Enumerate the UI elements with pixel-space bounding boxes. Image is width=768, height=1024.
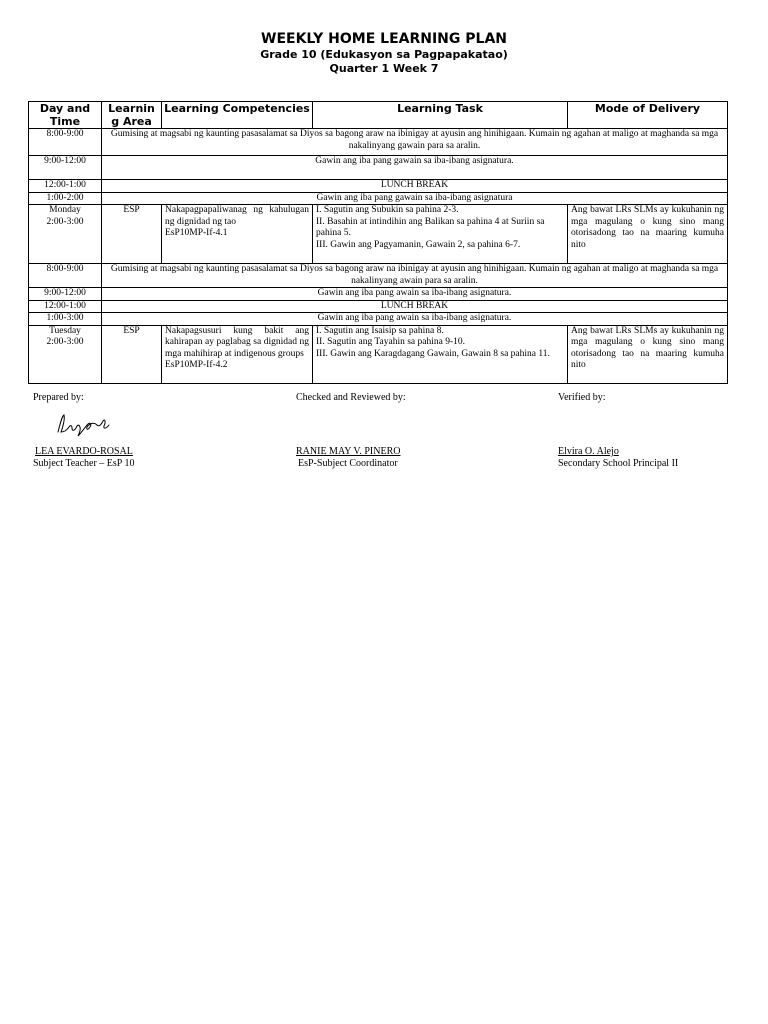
prepared-by-label: Prepared by: <box>33 392 84 403</box>
verified-by-name: Elvira O. Alejo <box>558 446 619 457</box>
competency-text: Nakapagpapaliwanag ng kahulugan ng dignidad ng tao <box>165 205 309 227</box>
learning-plan-table <box>28 101 728 384</box>
column-header-learning-task: Learning Task <box>313 102 568 129</box>
activity-cell: Gumising at magsabi ng kaunting pasasalamat sa Diyos sa bagong araw na ibinigay at ayusin ang hinihigaan. Kumain ng agahan at maligo at maghanda sa mga nakalinyang gawain para sa aralin. <box>102 129 728 156</box>
competency-cell <box>162 205 313 264</box>
competency-cell <box>162 325 313 383</box>
time-cell: 12:00-1:00 <box>29 180 102 193</box>
activity-cell: LUNCH BREAK <box>102 180 728 193</box>
task-item: I. Sagutin ang Isaisip sa pahina 8. <box>316 325 444 336</box>
time-cell: 8:00-9:00 <box>29 264 102 288</box>
document-title: WEEKLY HOME LEARNING PLAN <box>261 31 507 47</box>
competency-code: EsP10MP-If-4.2 <box>165 360 228 370</box>
table-row <box>29 264 728 288</box>
day-label: Tuesday <box>49 325 81 336</box>
table-row <box>29 156 728 180</box>
task-item: II. Basahin at intindihin ang Balikan sa pahina 4 at Suriin sa pahina 5. <box>316 216 545 238</box>
table-header-row <box>29 102 728 129</box>
mode-of-delivery-cell: Ang bawat LRs SLMs ay kukuhanin ng mga magulang o kung sino mang otorisadong tao na maaring kumuha nito <box>568 205 728 264</box>
mode-of-delivery-cell: Ang bawat LRs SLMs ay kukuhanin ng mga magulang o kung sino mang otorisadong tao na maaring kumuha nito <box>568 325 728 383</box>
learning-area-cell: ESP <box>102 205 162 264</box>
day-time-cell <box>29 325 102 383</box>
task-item: I. Sagutin ang Subukin sa pahina 2-3. <box>316 205 459 215</box>
time-cell: 1:00-2:00 <box>29 192 102 205</box>
activity-cell: Gawin ang iba pang gawain sa iba-ibang asignatura <box>102 192 728 205</box>
time-cell: 12:00-1:00 <box>29 300 102 313</box>
task-item: II. Sagutin ang Tayahin sa pahina 9-10. <box>316 337 466 347</box>
prepared-by-name: LEA EVARDO-ROSAL <box>35 446 133 457</box>
checked-by-title: EsP-Subject Coordinator <box>298 458 398 469</box>
table-row <box>29 129 728 156</box>
learning-area-cell: ESP <box>102 325 162 383</box>
time-cell: 9:00-12:00 <box>29 156 102 180</box>
table-row <box>29 300 728 313</box>
table-row-monday <box>29 205 728 264</box>
time-cell: 8:00-9:00 <box>29 129 102 156</box>
learning-task-cell <box>313 205 568 264</box>
task-item: III. Gawin ang Karagdagang Gawain, Gawain 8 sa pahina 11. <box>316 348 550 359</box>
activity-cell: Gawin ang iba pang awain sa iba-ibang asignatura. <box>102 288 728 301</box>
table-row <box>29 288 728 301</box>
activity-cell: LUNCH BREAK <box>102 300 728 313</box>
verified-by-title: Secondary School Principal II <box>558 458 679 469</box>
competency-text: Nakapagsusuri kung bakit ang kahirapan ay paglabag sa dignidad ng mga mahihirap at indigenous groups <box>165 325 309 359</box>
time-cell: 9:00-12:00 <box>29 288 102 301</box>
table-row-tuesday <box>29 325 728 383</box>
prepared-by-title: Subject Teacher – EsP 10 <box>33 458 135 469</box>
handwritten-signature-image <box>54 410 114 438</box>
column-header-mode-of-delivery: Mode of Delivery <box>568 102 728 129</box>
column-header-competencies: Learning Competencies <box>162 102 313 129</box>
task-item: III. Gawin ang Pagyamanin, Gawain 2, sa pahina 6-7. <box>316 239 521 250</box>
time-label: 2:00-3:00 <box>46 216 84 227</box>
table-row <box>29 180 728 193</box>
activity-cell: Gumising at magsabi ng kaunting pasasalamat sa Diyos sa bagong araw na ibinigay at ayusin ang hinihigaan. Kumain ng agahan at maligo at maghanda sa mga nakalinyang awain para sa aralin. <box>102 264 728 288</box>
activity-cell: Gawin ang iba pang gawain sa iba-ibang asignatura. <box>102 156 728 180</box>
checked-by-label: Checked and Reviewed by: <box>296 392 406 403</box>
day-time-cell <box>29 205 102 264</box>
day-label: Monday <box>49 205 81 215</box>
competency-code: EsP10MP-If-4.1 <box>165 228 228 238</box>
learning-task-cell <box>313 325 568 383</box>
table-row <box>29 192 728 205</box>
checked-by-name: RANIE MAY V. PINERO <box>296 446 401 457</box>
time-label: 2:00-3:00 <box>46 337 84 347</box>
table-row <box>29 313 728 326</box>
time-cell: 1:00-3:00 <box>29 313 102 326</box>
column-header-day-time: Day and Time <box>29 102 102 129</box>
verified-by-label: Verified by: <box>558 392 606 403</box>
document-header <box>0 31 768 76</box>
activity-cell: Gawin ang iba pang awain sa iba-ibang asignatura. <box>102 313 728 326</box>
document-period: Quarter 1 Week 7 <box>329 62 439 75</box>
document-subtitle: Grade 10 (Edukasyon sa Pagpapakatao) <box>260 48 508 61</box>
column-header-learning-area: Learnin g Area <box>102 102 162 129</box>
